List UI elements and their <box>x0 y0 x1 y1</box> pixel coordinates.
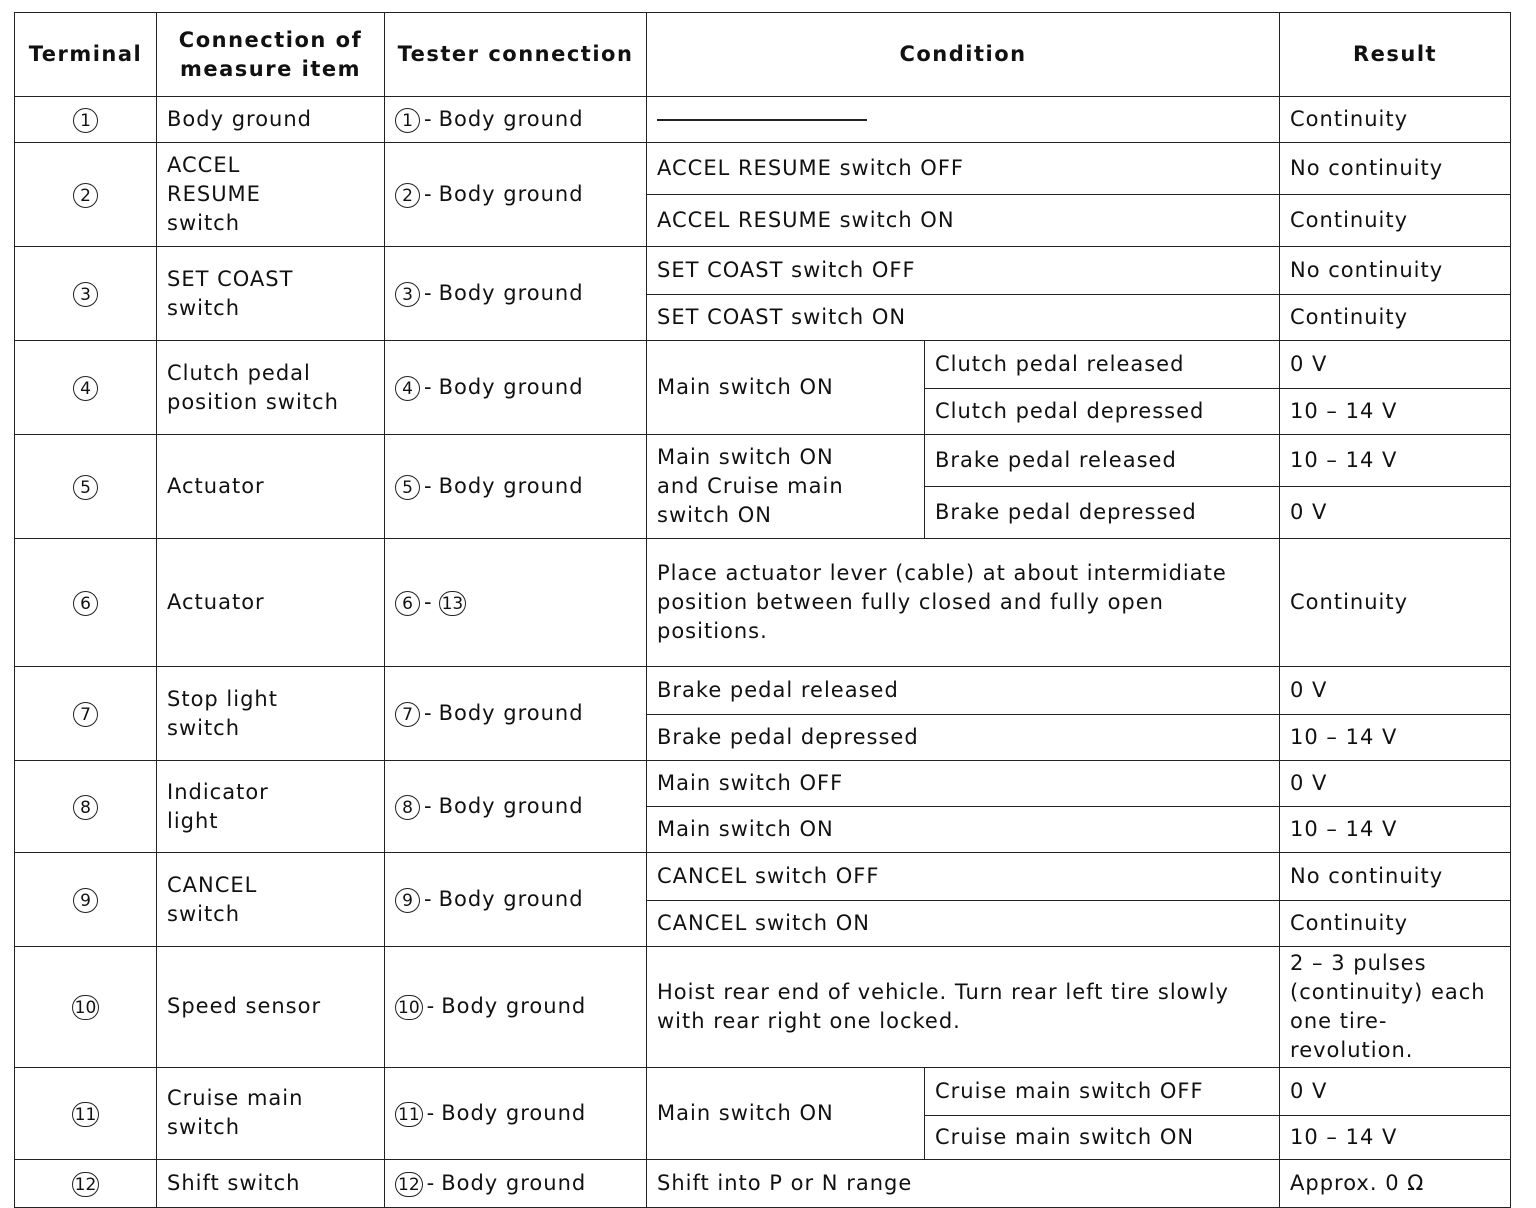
measure-item-cell: Indicator light <box>157 761 385 853</box>
terminal-number: 2 <box>73 183 98 208</box>
tester-separator: - <box>424 107 433 132</box>
tester-to-number: 13 <box>439 591 467 616</box>
tester-to-label: Body ground <box>438 701 584 726</box>
result-cell: 0 V <box>1280 487 1511 539</box>
tester-connection-cell <box>385 341 647 435</box>
table-row <box>15 1159 1511 1207</box>
result-cell: Continuity <box>1280 901 1511 947</box>
terminal-number: 9 <box>73 888 98 913</box>
measure-item-cell: ACCEL RESUME switch <box>157 143 385 247</box>
terminal-number: 3 <box>73 282 98 307</box>
tester-separator: - <box>424 375 433 400</box>
tester-to-label: Body ground <box>438 107 584 132</box>
measure-item-cell: Actuator <box>157 539 385 667</box>
terminal-number: 11 <box>72 1102 100 1127</box>
condition-cell: CANCEL switch OFF <box>647 853 1280 901</box>
condition-cell: CANCEL switch ON <box>647 901 1280 947</box>
condition-cell: Brake pedal released <box>925 435 1280 487</box>
terminal-number: 1 <box>73 108 98 133</box>
measure-item-cell: Clutch pedal position switch <box>157 341 385 435</box>
tester-separator: - <box>424 281 433 306</box>
tester-from-number: 11 <box>395 1102 423 1127</box>
result-cell: 10 – 14 V <box>1280 389 1511 435</box>
table-row <box>15 947 1511 1068</box>
terminal-number: 10 <box>72 995 100 1020</box>
measure-item-cell: Speed sensor <box>157 947 385 1068</box>
condition-cell: Clutch pedal released <box>925 341 1280 389</box>
condition-dash-line <box>657 119 867 121</box>
tester-separator: - <box>424 701 433 726</box>
tester-to-label: Body ground <box>438 794 584 819</box>
terminal-cell <box>15 853 157 947</box>
result-cell: 10 – 14 V <box>1280 715 1511 761</box>
condition-main-cell: Main switch ON and Cruise main switch ON <box>647 435 925 539</box>
terminal-cell <box>15 1159 157 1207</box>
tester-to-label: Body ground <box>441 994 587 1019</box>
measure-item-cell: Actuator <box>157 435 385 539</box>
tester-to-label: Body ground <box>438 474 584 499</box>
result-cell: 0 V <box>1280 341 1511 389</box>
tester-to-label: Body ground <box>438 375 584 400</box>
tester-separator: - <box>426 994 436 1019</box>
terminal-number: 8 <box>73 795 98 820</box>
result-cell: Approx. 0 Ω <box>1280 1159 1511 1207</box>
tester-from-number: 3 <box>395 282 420 307</box>
tester-separator: - <box>424 590 433 615</box>
header-measure-item: Connection of measure item <box>157 13 385 97</box>
table-row <box>15 853 1511 901</box>
terminal-cell <box>15 435 157 539</box>
tester-to-label: Body ground <box>438 887 584 912</box>
table-row <box>15 761 1511 807</box>
table-row <box>15 143 1511 195</box>
tester-connection-cell <box>385 947 647 1068</box>
tester-from-number: 4 <box>395 376 420 401</box>
measure-item-cell: CANCEL switch <box>157 853 385 947</box>
terminal-number: 12 <box>72 1172 100 1197</box>
result-cell: Continuity <box>1280 295 1511 341</box>
tester-connection-cell <box>385 435 647 539</box>
condition-cell: ACCEL RESUME switch ON <box>647 195 1280 247</box>
tester-from-number: 10 <box>395 995 423 1020</box>
measure-item-cell: Shift switch <box>157 1159 385 1207</box>
condition-cell: Main switch ON <box>647 807 1280 853</box>
tester-connection-cell <box>385 247 647 341</box>
table-row <box>15 1067 1511 1115</box>
tester-connection-cell <box>385 143 647 247</box>
terminal-number: 6 <box>73 591 98 616</box>
tester-separator: - <box>426 1170 436 1195</box>
terminal-cell <box>15 143 157 247</box>
condition-main-cell: Main switch ON <box>647 1067 925 1159</box>
terminal-cell <box>15 539 157 667</box>
terminal-cell <box>15 1067 157 1159</box>
result-cell: Continuity <box>1280 195 1511 247</box>
tester-separator: - <box>426 1100 436 1125</box>
condition-cell: Cruise main switch OFF <box>925 1067 1280 1115</box>
header-row <box>15 13 1511 97</box>
terminal-number: 7 <box>73 702 98 727</box>
condition-cell: Clutch pedal depressed <box>925 389 1280 435</box>
header-terminal: Terminal <box>15 13 157 97</box>
table-row <box>15 667 1511 715</box>
terminal-number: 5 <box>73 475 98 500</box>
result-cell: Continuity <box>1280 97 1511 143</box>
measure-item-cell: Cruise main switch <box>157 1067 385 1159</box>
tester-separator: - <box>424 794 433 819</box>
terminal-cell <box>15 947 157 1068</box>
terminal-cell <box>15 97 157 143</box>
result-cell: 10 – 14 V <box>1280 1115 1511 1159</box>
condition-cell: Brake pedal released <box>647 667 1280 715</box>
result-cell: No continuity <box>1280 853 1511 901</box>
condition-cell: Shift into P or N range <box>647 1159 1280 1207</box>
header-result: Result <box>1280 13 1511 97</box>
condition-cell <box>647 97 1280 143</box>
tester-separator: - <box>424 887 433 912</box>
tester-to-label: Body ground <box>441 1100 587 1125</box>
tester-to-label: Body ground <box>441 1170 587 1195</box>
tester-separator: - <box>424 474 433 499</box>
tester-from-number: 8 <box>395 795 420 820</box>
header-tester-connection: Tester connection <box>385 13 647 97</box>
tester-from-number: 1 <box>395 108 420 133</box>
terminal-cell <box>15 341 157 435</box>
condition-cell: Cruise main switch ON <box>925 1115 1280 1159</box>
header-condition: Condition <box>647 13 1280 97</box>
condition-cell: SET COAST switch OFF <box>647 247 1280 295</box>
condition-cell: Brake pedal depressed <box>647 715 1280 761</box>
tester-to-label: Body ground <box>438 281 584 306</box>
tester-connection-cell <box>385 761 647 853</box>
measure-item-cell: SET COAST switch <box>157 247 385 341</box>
condition-cell: Place actuator lever (cable) at about intermidiate position between fully closed and fully open positions. <box>647 539 1280 667</box>
terminal-cell <box>15 761 157 853</box>
terminal-number: 4 <box>73 376 98 401</box>
condition-cell: ACCEL RESUME switch OFF <box>647 143 1280 195</box>
result-cell: 0 V <box>1280 761 1511 807</box>
condition-cell: Hoist rear end of vehicle. Turn rear left tire slowly with rear right one locked. <box>647 947 1280 1068</box>
terminal-cell <box>15 667 157 761</box>
tester-connection-cell <box>385 667 647 761</box>
result-cell: No continuity <box>1280 143 1511 195</box>
inspection-table <box>14 12 1511 1208</box>
tester-from-number: 7 <box>395 702 420 727</box>
tester-from-number: 5 <box>395 475 420 500</box>
condition-cell: Brake pedal depressed <box>925 487 1280 539</box>
terminal-cell <box>15 247 157 341</box>
table-row <box>15 539 1511 667</box>
table-row <box>15 435 1511 487</box>
condition-cell: SET COAST switch ON <box>647 295 1280 341</box>
tester-connection-cell <box>385 853 647 947</box>
tester-connection-cell <box>385 539 647 667</box>
tester-connection-cell <box>385 97 647 143</box>
result-cell: 0 V <box>1280 1067 1511 1115</box>
tester-from-number: 12 <box>395 1172 423 1197</box>
measure-item-cell: Body ground <box>157 97 385 143</box>
tester-connection-cell <box>385 1159 647 1207</box>
result-cell: No continuity <box>1280 247 1511 295</box>
table-row <box>15 247 1511 295</box>
table-row <box>15 97 1511 143</box>
tester-separator: - <box>424 182 433 207</box>
result-cell: Continuity <box>1280 539 1511 667</box>
result-cell: 10 – 14 V <box>1280 807 1511 853</box>
tester-from-number: 2 <box>395 183 420 208</box>
measure-item-cell: Stop light switch <box>157 667 385 761</box>
condition-main-cell: Main switch ON <box>647 341 925 435</box>
table-row <box>15 341 1511 389</box>
result-cell: 10 – 14 V <box>1280 435 1511 487</box>
tester-from-number: 9 <box>395 888 420 913</box>
condition-cell: Main switch OFF <box>647 761 1280 807</box>
tester-to-label: Body ground <box>438 182 584 207</box>
tester-connection-cell <box>385 1067 647 1159</box>
result-cell: 2 – 3 pulses (continuity) each one tire-revolution. <box>1280 947 1511 1068</box>
result-cell: 0 V <box>1280 667 1511 715</box>
tester-from-number: 6 <box>395 591 420 616</box>
